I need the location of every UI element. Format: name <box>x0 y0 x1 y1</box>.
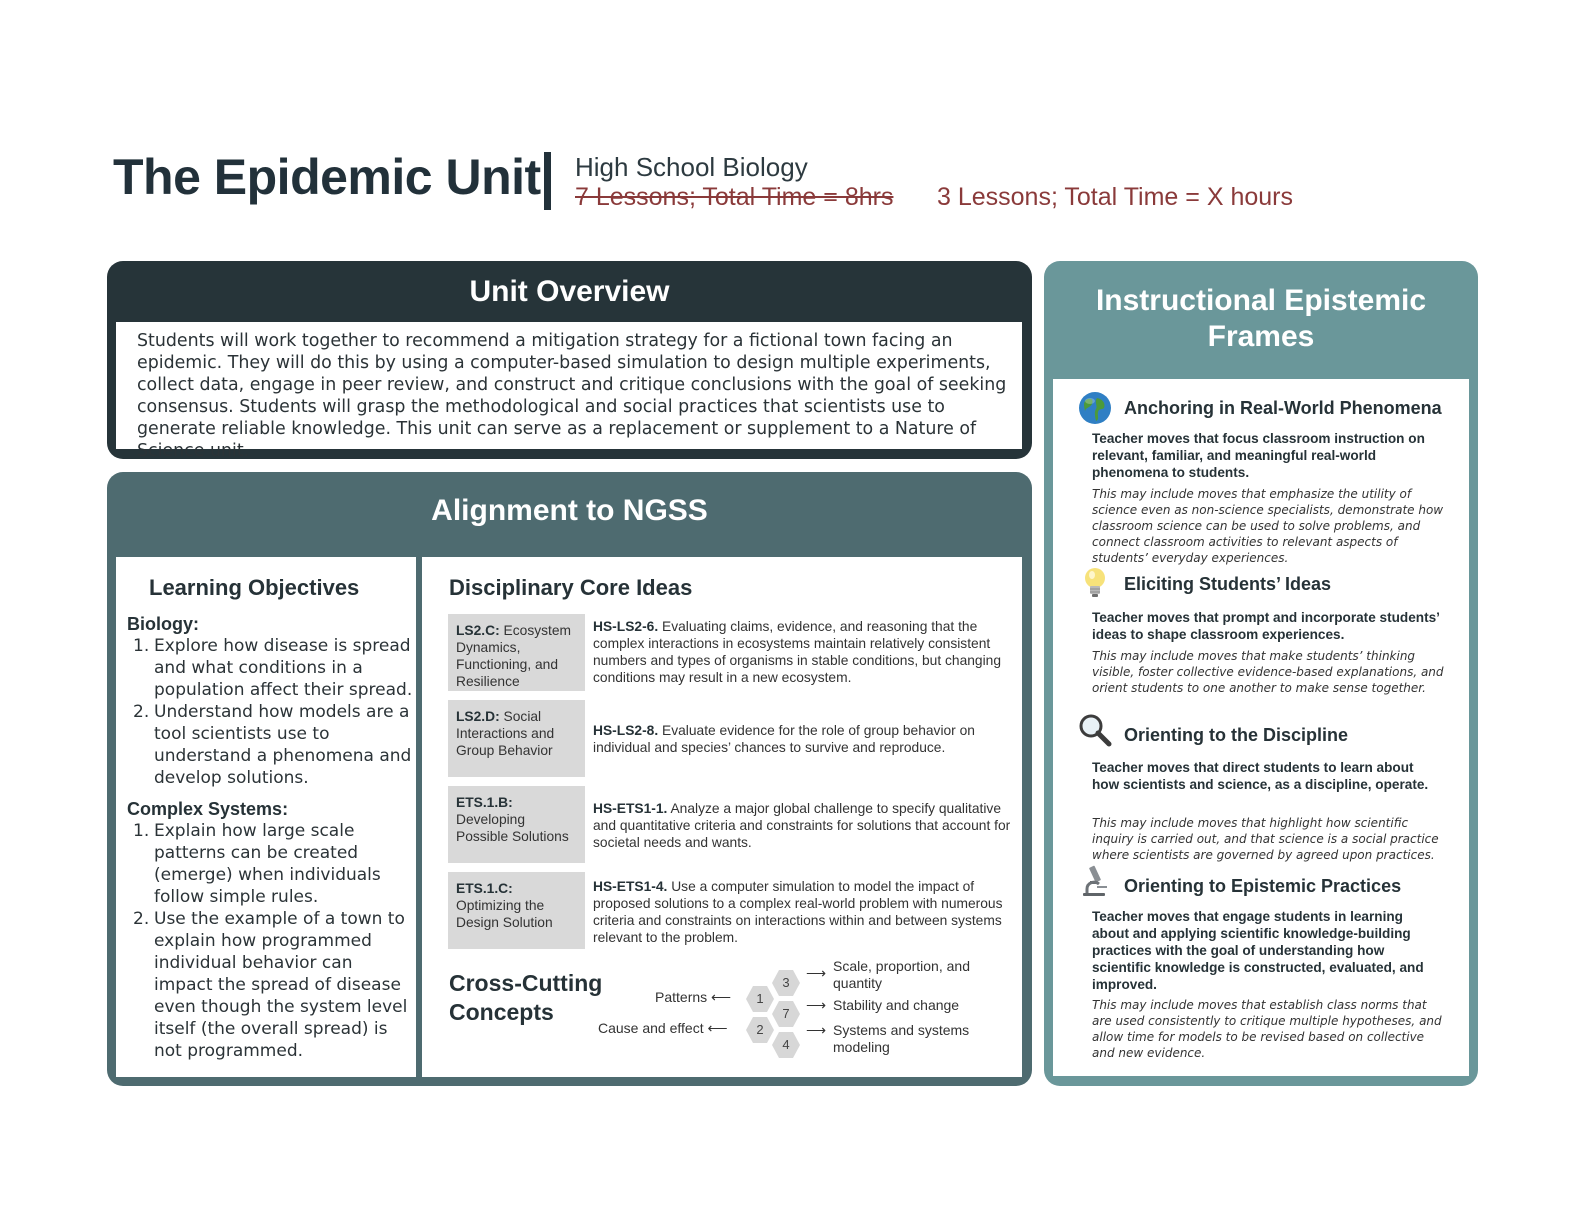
frame-note: This may include moves that make students’ thinking visible, foster collective evidence-based explanations, and orient students to one another to make sense together. <box>1092 649 1444 695</box>
ccc-hex-2: 2 <box>745 1015 775 1045</box>
ccc-patterns-label: Patterns ⟵ <box>655 989 732 1005</box>
frame-note: This may include moves that establish class norms that are used consistently to critique multiple hypotheses, and allow time for models to be revised based on collective and new evidence. <box>1092 998 1442 1060</box>
page-title: The Epidemic Unit <box>113 149 541 205</box>
objective-list <box>127 820 413 1062</box>
frame-note: This may include moves that emphasize the utility of science even as non-science specialists, demonstrate how classroom science can be used to solve problems, and connect classroom activities to relevant aspects of students’ everyday experiences. <box>1092 487 1444 565</box>
frame-note: This may include moves that highlight how scientific inquiry is carried out, and that science is a social practice where scientists are governed by agreed upon practices. <box>1092 816 1439 862</box>
ccc-hex-3: 3 <box>771 968 801 998</box>
unit-overview-title: Unit Overview <box>469 275 670 308</box>
list-item: 1. Explain how large scale patterns can be created (emerge) when individuals follow simple rules. <box>133 821 381 907</box>
frame-title: Orienting to Epistemic Practices <box>1124 876 1402 896</box>
magnifier-icon <box>1077 712 1113 748</box>
dci-code-box: LS2.D: Social Interactions and Group Behavior <box>448 700 585 777</box>
globe-icon <box>1077 390 1113 426</box>
dci-code-box: LS2.C: Ecosystem Dynamics, Functioning, and Resilience <box>448 614 585 691</box>
objective-list <box>127 635 413 789</box>
list-item: 2. Understand how models are a tool scientists use to understand a phenomena and develop solutions. <box>133 702 412 788</box>
course-subtitle: High School Biology <box>575 152 808 182</box>
frame-title: Anchoring in Real-World Phenomena <box>1124 398 1442 418</box>
unit-overview-body <box>116 322 1022 461</box>
epistemic-frames-title: Instructional Epistemic Frames <box>1095 284 1427 353</box>
dci-standard: HS-ETS1-4. Use a computer simulation to model the impact of proposed solutions to a complex real-world problem with numerous criteria and constraints on interactions within and between systems relevant to the problem. <box>593 879 1003 945</box>
microscope-icon <box>1077 863 1113 899</box>
frame-description: Teacher moves that prompt and incorporate students’ ideas to shape classroom experiences. <box>1092 610 1440 642</box>
frame-title: Orienting to the Discipline <box>1124 725 1349 745</box>
ngss-card <box>107 472 1032 1086</box>
ccc-cause-label: Cause and effect ⟵ <box>598 1020 728 1036</box>
dci-standard: HS-LS2-6. Evaluating claims, evidence, and reasoning that the complex interactions in ecosystems maintain relatively consistent numbers and types of organisms in stable conditions, but changing conditions may result in a new ecosystem. <box>593 619 1002 685</box>
cross-cutting-title: Cross-Cutting Concepts <box>449 970 603 1025</box>
ccc-stability-label: Stability and change <box>833 997 960 1013</box>
frame-title: Eliciting Students’ Ideas <box>1124 574 1332 594</box>
frame-description: Teacher moves that focus classroom instruction on relevant, familiar, and meaningful real-world phenomena to students. <box>1092 431 1425 480</box>
unit-overview-card <box>107 261 1032 459</box>
dci-standard: HS-ETS1-1. Analyze a major global challenge to specify qualitative and quantitative criteria and constraints for solutions that account for societal needs and wants. <box>593 801 1011 850</box>
frame-description: Teacher moves that direct students to learn about how scientists and science, as a discipline, operate. <box>1092 760 1429 792</box>
ccc-scale-label: Scale, proportion, and quantity <box>833 958 970 991</box>
learning-objectives-title: Learning Objectives <box>149 575 360 600</box>
lessons-new: 3 Lessons; Total Time = X hours <box>937 183 1293 211</box>
objective-group-heading: Complex Systems: <box>127 799 289 819</box>
ccc-arrow: ⟶ <box>806 997 827 1013</box>
title-divider <box>544 152 551 210</box>
list-item: 1. Explore how disease is spread and what conditions in a population affect their spread. <box>133 636 413 700</box>
epistemic-frames-card <box>1044 261 1478 1086</box>
ccc-hex-1: 1 <box>745 984 775 1014</box>
lessons-old-struck: 7 Lessons; Total Time = 8hrs <box>575 183 894 211</box>
ccc-hex-4: 4 <box>771 1030 801 1060</box>
ccc-systems-label: Systems and systems modeling <box>833 1022 970 1055</box>
dci-code-box: ETS.1.B: Developing Possible Solutions <box>448 786 585 863</box>
epistemic-frames-body <box>1053 379 1469 1076</box>
ccc-arrow: ⟶ <box>806 1022 827 1038</box>
ccc-hex-7: 7 <box>771 999 801 1029</box>
objective-group-heading: Biology: <box>127 614 199 634</box>
ngss-title: Alignment to NGSS <box>431 494 708 527</box>
lightbulb-icon <box>1077 565 1113 601</box>
dci-title: Disciplinary Core Ideas <box>449 575 693 600</box>
ccc-arrow: ⟶ <box>806 965 827 981</box>
list-item: 2. Use the example of a town to explain how programmed individual behavior can impact the spread of disease even though the system level itself (the overall spread) is not programmed. <box>133 909 408 1061</box>
frame-description: Teacher moves that engage students in learning about and applying scientific knowledge-building practices with the goal of understanding how scientific knowledge is constructed, evaluated, and improved. <box>1092 909 1424 992</box>
dci-standard: HS-LS2-8. Evaluate evidence for the role of group behavior on individual and species’ chances to survive and reproduce. <box>593 723 975 755</box>
learning-objectives-panel <box>116 557 416 1077</box>
dci-code-box: ETS.1.C: Optimizing the Design Solution <box>448 872 585 949</box>
dci-panel <box>422 557 1022 1077</box>
unit-overview-text: Students will work together to recommend a mitigation strategy for a fictional town facing an epidemic. They will do this by using a computer-based simulation to design multiple experiments, collect data, engage in peer review, and construct and critique conclusions with the goal of seeking consensus. Students will grasp the methodological and social practices that scientists use to generate reliable knowledge. This unit can serve as a replacement or supplement to a Nature of Science unit. <box>137 331 1007 461</box>
